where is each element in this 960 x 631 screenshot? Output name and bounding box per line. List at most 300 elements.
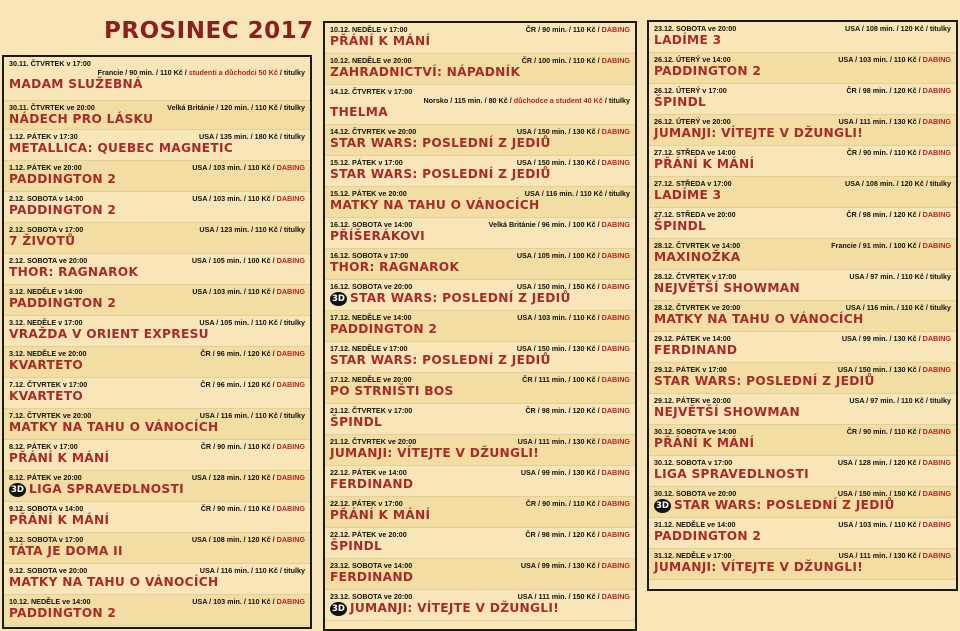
showtime-details: USA / 150 min. / 130 Kč /: [516, 127, 602, 136]
schedule-entry[interactable]: [4, 254, 310, 285]
schedule-entry[interactable]: [4, 471, 310, 502]
movie-title-text: MATKY NA TAHU O VÁNOCÍCH: [9, 420, 219, 434]
schedule-entry[interactable]: [649, 270, 956, 301]
dabing-label: DABING: [601, 56, 630, 65]
showtime-info: [192, 473, 305, 482]
schedule-entry[interactable]: [649, 208, 956, 239]
movie-title: [9, 112, 305, 126]
movie-title: [330, 260, 630, 274]
showtime-info: [201, 442, 305, 451]
showtime-line: [330, 54, 630, 65]
showtime-details: ČR / 100 min. / 110 Kč /: [521, 56, 602, 65]
schedule-entry[interactable]: [649, 394, 956, 425]
showtime-date: 8.12. PÁTEK ve 20:00: [9, 473, 82, 482]
movie-title: [9, 575, 305, 589]
showtime-details: Norsko / 115 min. / 80 Kč /: [423, 96, 514, 105]
schedule-entry[interactable]: [4, 347, 310, 378]
schedule-entry[interactable]: [325, 311, 635, 342]
movie-title-text: PŘÁNÍ K MÁNÍ: [330, 508, 431, 522]
movie-title-text: MATKY NA TAHU O VÁNOCÍCH: [9, 575, 219, 589]
3d-badge-icon: 3D: [654, 499, 671, 513]
showtime-date: 9.12. SOBOTA v 14:00: [9, 504, 84, 513]
showtime-details: USA / 116 min. / 110 Kč / titulky: [845, 303, 951, 312]
showtime-line: [654, 456, 951, 467]
schedule-entry[interactable]: [325, 373, 635, 404]
showtime-line: [654, 549, 951, 560]
showtime-details-tail: / titulky: [277, 68, 305, 77]
showtime-date: 22.12. PÁTEK v 17:00: [330, 499, 403, 508]
showtime-date: 30.11. ČTVRTEK ve 20:00: [9, 103, 95, 112]
movie-title-text: VRAŽDA V ORIENT EXPRESU: [9, 327, 209, 341]
schedule-entry[interactable]: [649, 456, 956, 487]
showtime-info: [849, 272, 951, 281]
movie-title: [330, 65, 630, 79]
showtime-info: [517, 158, 630, 167]
showtime-info: [838, 520, 951, 529]
showtime-date: 27.12. STŘEDA ve 20:00: [654, 210, 736, 219]
showtime-info: [849, 396, 951, 405]
schedule-entry[interactable]: [325, 54, 635, 85]
showtime-line: [330, 435, 630, 446]
movie-title-text: MAXINOŽKA: [654, 250, 741, 264]
showtime-line: [654, 487, 951, 498]
showtime-info: [838, 365, 951, 374]
showtime-details: USA / 103 min. / 110 Kč /: [192, 597, 277, 606]
movie-title-text: PADDINGTON 2: [9, 203, 117, 217]
movie-title-text: ŠPINDL: [654, 95, 707, 109]
schedule-entry[interactable]: [4, 378, 310, 409]
showtime-info: [847, 427, 951, 436]
showtime-info: [200, 411, 305, 420]
showtime-info: [517, 127, 630, 136]
showtime-line: [9, 130, 305, 141]
showtime-details: ČR / 90 min. / 110 Kč /: [525, 499, 602, 508]
movie-title-text: STAR WARS: POSLEDNÍ Z JEDIŮ: [654, 374, 875, 388]
showtime-details: USA / 150 min. / 130 Kč /: [837, 365, 923, 374]
showtime-details: USA / 103 min. / 110 Kč /: [517, 313, 602, 322]
movie-title: [9, 451, 305, 465]
schedule-entry[interactable]: [325, 218, 635, 249]
schedule-entry[interactable]: [325, 125, 635, 156]
movie-title: [9, 420, 305, 434]
movie-title: [330, 34, 630, 48]
showtime-details: USA / 103 min. / 110 Kč /: [192, 287, 277, 296]
showtime-date: 8.12. PÁTEK v 17:00: [9, 442, 78, 451]
showtime-info: [167, 103, 305, 112]
movie-title: [9, 234, 305, 248]
showtime-date: 21.12. ČTVRTEK v 17:00: [330, 406, 413, 415]
schedule-entry[interactable]: [4, 316, 310, 347]
showtime-line: [654, 301, 951, 312]
showtime-details: USA / 105 min. / 110 Kč / titulky: [199, 318, 305, 327]
dabing-label: DABING: [922, 241, 951, 250]
schedule-entry[interactable]: [325, 435, 635, 466]
dabing-label: DABING: [922, 458, 951, 467]
showtime-line: [330, 497, 630, 508]
showtime-date: 28.12. ČTVRTEK v 17:00: [654, 272, 737, 281]
dabing-label: DABING: [922, 551, 951, 560]
showtime-date: 27.12. STŘEDA ve 14:00: [654, 148, 736, 157]
movie-title: [654, 64, 951, 78]
schedule-entry[interactable]: [325, 528, 635, 559]
dabing-label: DABING: [601, 468, 630, 477]
schedule-entry[interactable]: [4, 161, 310, 192]
showtime-info: [199, 318, 305, 327]
schedule-entry[interactable]: [325, 187, 635, 218]
schedule-entry[interactable]: [325, 156, 635, 187]
showtime-info: [200, 349, 305, 358]
movie-title-text: STAR WARS: POSLEDNÍ Z JEDIŮ: [330, 167, 551, 181]
schedule-entry[interactable]: [325, 497, 635, 528]
dabing-label: DABING: [276, 504, 305, 513]
dabing-label: DABING: [601, 406, 630, 415]
showtime-date: 27.12. STŘEDA v 17:00: [654, 179, 732, 188]
movie-title-text: NEJVĚTŠÍ SHOWMAN: [654, 281, 801, 295]
showtime-date: 15.12. PÁTEK ve 20:00: [330, 189, 407, 198]
showtime-line: [330, 280, 630, 291]
3d-badge-icon: 3D: [330, 602, 347, 616]
movie-title-text: KVARTETO: [9, 389, 84, 403]
showtime-info: [192, 535, 305, 544]
showtime-info: [517, 282, 630, 291]
schedule-entry[interactable]: [4, 101, 310, 130]
dabing-label: DABING: [922, 148, 951, 157]
schedule-entry[interactable]: [4, 595, 310, 626]
showtime-date: 31.12. NEDĚLE v 17:00: [654, 551, 732, 560]
schedule-entry[interactable]: [649, 487, 956, 518]
movie-title-text: PADDINGTON 2: [9, 296, 117, 310]
movie-title-text: MATKY NA TAHU O VÁNOCÍCH: [654, 312, 864, 326]
movie-title: [654, 250, 951, 264]
schedule-entry[interactable]: [4, 440, 310, 471]
movie-title-text: PO STRNIŠTI BOS: [330, 384, 454, 398]
schedule-entry[interactable]: [649, 115, 956, 146]
showtime-date: 23.12. SOBOTA ve 20:00: [654, 24, 737, 33]
showtime-date: 1.12. PÁTEK ve 20:00: [9, 163, 82, 172]
schedule-entry[interactable]: [325, 85, 635, 125]
showtime-info: [192, 194, 305, 203]
showtime-line: [9, 223, 305, 234]
showtime-date: 16.12. SOBOTA ve 20:00: [330, 282, 413, 291]
movie-title-text: FERDINAND: [654, 343, 738, 357]
schedule-entry[interactable]: [325, 280, 635, 311]
movie-title: [330, 291, 630, 306]
movie-title: [9, 327, 305, 341]
showtime-date: 7.12. ČTVRTEK ve 20:00: [9, 411, 92, 420]
showtime-line: [330, 249, 630, 260]
showtime-line: [330, 23, 630, 34]
showtime-details: Francie / 90 min. / 110 Kč /: [97, 68, 189, 77]
showtime-info: [199, 132, 305, 141]
dabing-label: DABING: [922, 365, 951, 374]
showtime-details: ČR / 98 min. / 120 Kč /: [846, 86, 923, 95]
schedule-entry[interactable]: [649, 177, 956, 208]
showtime-info: [839, 117, 951, 126]
movie-title-text: ŠPINDL: [654, 219, 707, 233]
dabing-label: DABING: [601, 561, 630, 570]
showtime-details: ČR / 98 min. / 120 Kč /: [525, 406, 602, 415]
schedule-entry[interactable]: [4, 192, 310, 223]
showtime-info: [526, 499, 630, 508]
showtime-date: 15.12. PÁTEK v 17:00: [330, 158, 403, 167]
showtime-line: [9, 161, 305, 172]
schedule-entry[interactable]: [4, 285, 310, 316]
showtime-line: [330, 156, 630, 167]
showtime-details: ČR / 98 min. / 120 Kč /: [525, 530, 602, 539]
movie-title: [330, 570, 630, 584]
showtime-details: USA / 111 min. / 150 Kč /: [517, 592, 602, 601]
movie-title: [330, 446, 630, 460]
dabing-label: DABING: [601, 25, 630, 34]
showtime-details: USA / 150 min. / 130 Kč /: [516, 344, 602, 353]
showtime-info: [192, 287, 305, 296]
movie-title: [330, 198, 630, 212]
showtime-line: [330, 311, 630, 322]
dabing-label: DABING: [601, 313, 630, 322]
showtime-info: [522, 375, 630, 384]
showtime-date: 10.12. NEDĚLE ve 20:00: [330, 56, 412, 65]
movie-title-text: JUMANJI: VÍTEJTE V DŽUNGLI!: [654, 126, 864, 140]
showtime-line: [654, 363, 951, 374]
showtime-details: USA / 150 min. / 150 Kč /: [837, 489, 923, 498]
showtime-date: 1.12. PÁTEK v 17:30: [9, 132, 78, 141]
showtime-date: 16.12. SOBOTA ve 14:00: [330, 220, 413, 229]
movie-title-text: ŠPINDL: [330, 539, 383, 553]
dabing-label: DABING: [276, 349, 305, 358]
showtime-details: USA / 103 min. / 110 Kč /: [838, 55, 923, 64]
showtime-details: USA / 128 min. / 120 Kč /: [191, 473, 277, 482]
showtime-line: [330, 187, 630, 198]
movie-title-text: METALLICA: QUEBEC MAGNETIC: [9, 141, 234, 155]
dabing-label: DABING: [601, 251, 630, 260]
3d-badge-icon: 3D: [9, 483, 26, 497]
showtime-line: [9, 595, 305, 606]
movie-title-text: TÁTA JE DOMA II: [9, 544, 123, 558]
showtime-line: [9, 57, 305, 68]
movie-title-text: MADAM SLUŽEBNÁ: [9, 77, 143, 91]
movie-title-text: THOR: RAGNAROK: [330, 260, 460, 274]
dabing-label: DABING: [276, 442, 305, 451]
movie-title-text: MATKY NA TAHU O VÁNOCÍCH: [330, 198, 540, 212]
showtime-line: [654, 22, 951, 33]
showtime-details: USA / 99 min. / 130 Kč /: [520, 561, 602, 570]
movie-title-text: STAR WARS: POSLEDNÍ Z JEDIŮ: [350, 291, 571, 305]
showtime-line: [330, 218, 630, 229]
dabing-label: DABING: [276, 163, 305, 172]
showtime-details: ČR / 111 min. / 100 Kč /: [522, 375, 602, 384]
showtime-date: 30.12. SOBOTA ve 20:00: [654, 489, 737, 498]
movie-title-text: FERDINAND: [330, 477, 414, 491]
showtime-date: 10.12. NEDĚLE v 17:00: [330, 25, 408, 34]
schedule-entry[interactable]: [325, 590, 635, 621]
schedule-entry[interactable]: [325, 466, 635, 497]
showtime-details: ČR / 98 min. / 120 Kč /: [846, 210, 923, 219]
showtime-date: 29.12. PÁTEK ve 20:00: [654, 396, 731, 405]
showtime-date: 2.12. SOBOTA v 14:00: [9, 194, 84, 203]
showtime-info: [192, 163, 305, 172]
showtime-date: 29.12. PÁTEK v 17:00: [654, 365, 727, 374]
dabing-label: DABING: [922, 427, 951, 436]
schedule-column-1: [2, 55, 312, 629]
showtime-line: [9, 192, 305, 203]
showtime-line: [330, 528, 630, 539]
movie-title: [654, 126, 951, 140]
dabing-label: DABING: [276, 256, 305, 265]
dabing-label: DABING: [276, 473, 305, 482]
showtime-info: [489, 220, 630, 229]
showtime-details: USA / 99 min. / 130 Kč /: [841, 334, 923, 343]
movie-title-text: PŘÁNÍ K MÁNÍ: [9, 513, 110, 527]
movie-title-text: LADÍME 3: [654, 33, 722, 47]
movie-title: [654, 219, 951, 233]
movie-title-text: PADDINGTON 2: [654, 64, 762, 78]
schedule-entry[interactable]: [4, 409, 310, 440]
movie-title: [654, 188, 951, 202]
movie-title-text: NÁDECH PRO LÁSKU: [9, 112, 154, 126]
showtime-line: [9, 254, 305, 265]
page-title: PROSINEC 2017: [104, 18, 314, 44]
movie-title: [654, 560, 951, 574]
schedule-entry[interactable]: [649, 84, 956, 115]
showtime-details: Velká Británie / 120 min. / 110 Kč / titulky: [167, 103, 305, 112]
showtime-line: [654, 146, 951, 157]
showtime-line: [9, 564, 305, 575]
schedule-entry[interactable]: [325, 23, 635, 54]
showtime-date: 26.12. ÚTERÝ v 17:00: [654, 86, 727, 95]
schedule-entry[interactable]: [649, 239, 956, 270]
showtime-date: 2.12. SOBOTA ve 20:00: [9, 256, 88, 265]
showtime-details-tail: / titulky: [602, 96, 630, 105]
dabing-label: DABING: [601, 158, 630, 167]
showtime-details: USA / 108 min. / 120 Kč / titulky: [845, 179, 951, 188]
movie-title-text: PADDINGTON 2: [9, 172, 117, 186]
showtime-info: [526, 25, 630, 34]
movie-title-text: PŘÁNÍ K MÁNÍ: [330, 34, 431, 48]
schedule-entry[interactable]: [325, 559, 635, 590]
movie-title-text: PŘÁNÍ K MÁNÍ: [654, 436, 755, 450]
dabing-label: DABING: [922, 489, 951, 498]
movie-title: [654, 529, 951, 543]
discount-note: studenti a důchodci 50 Kč: [188, 68, 278, 77]
showtime-date: 26.12. ÚTERÝ ve 20:00: [654, 117, 731, 126]
movie-title-text: STAR WARS: POSLEDNÍ Z JEDIŮ: [674, 498, 895, 512]
movie-title-text: PŘÍŠERÁKOVI: [330, 229, 425, 243]
showtime-date: 7.12. ČTVRTEK v 17:00: [9, 380, 88, 389]
movie-title: [330, 601, 630, 616]
showtime-line: [9, 471, 305, 482]
schedule-entry[interactable]: [649, 363, 956, 394]
showtime-details: USA / 99 min. / 130 Kč /: [520, 468, 602, 477]
schedule-entry[interactable]: [4, 502, 310, 533]
schedule-entry[interactable]: [649, 549, 956, 580]
schedule-entry[interactable]: [649, 332, 956, 363]
showtime-date: 28.12. ČTVRTEK ve 14:00: [654, 241, 741, 250]
3d-badge-icon: 3D: [330, 292, 347, 306]
movie-title: [330, 322, 630, 336]
schedule-entry[interactable]: [649, 53, 956, 84]
schedule-entry[interactable]: [4, 223, 310, 254]
dabing-label: DABING: [922, 210, 951, 219]
showtime-line: [654, 270, 951, 281]
dabing-label: DABING: [601, 127, 630, 136]
showtime-details: ČR / 90 min. / 110 Kč /: [525, 25, 602, 34]
movie-title: [654, 467, 951, 481]
showtime-line: [654, 115, 951, 126]
showtime-info: [838, 458, 951, 467]
showtime-details: USA / 150 min. / 130 Kč /: [516, 158, 602, 167]
showtime-details: USA / 108 min. / 120 Kč / titulky: [845, 24, 951, 33]
showtime-info: [525, 530, 630, 539]
showtime-date: 10.12. NEDĚLE ve 14:00: [9, 597, 91, 606]
movie-title-text: LIGA SPRAVEDLNOSTI: [29, 482, 184, 496]
movie-title: [9, 203, 305, 217]
schedule-entry[interactable]: [4, 564, 310, 595]
dabing-label: DABING: [276, 535, 305, 544]
schedule-entry[interactable]: [649, 146, 956, 177]
schedule-entry[interactable]: [4, 130, 310, 161]
movie-title: [9, 265, 305, 279]
movie-title-text: JUMANJI: VÍTEJTE V DŽUNGLI!: [350, 601, 560, 615]
movie-title-text: ŠPINDL: [330, 415, 383, 429]
showtime-info: [845, 24, 951, 33]
showtime-details: ČR / 90 min. / 110 Kč /: [846, 427, 923, 436]
showtime-date: 31.12. NEDĚLE ve 14:00: [654, 520, 736, 529]
movie-title-text: PŘÁNÍ K MÁNÍ: [654, 157, 755, 171]
schedule-entry[interactable]: [649, 22, 956, 53]
showtime-line: [9, 347, 305, 358]
schedule-column-2: [323, 21, 637, 631]
schedule-entry[interactable]: [325, 249, 635, 280]
showtime-date: 14.12. ČTVRTEK ve 20:00: [330, 127, 417, 136]
showtime-date: 29.12. PÁTEK ve 14:00: [654, 334, 731, 343]
dabing-label: DABING: [922, 117, 951, 126]
showtime-date: 28.12. ČTVRTEK ve 20:00: [654, 303, 741, 312]
showtime-details: ČR / 96 min. / 120 Kč /: [200, 349, 277, 358]
showtime-info: [846, 86, 951, 95]
showtime-date: 16.12. SOBOTA v 17:00: [330, 251, 409, 260]
schedule-entry[interactable]: [4, 533, 310, 564]
showtime-line: [330, 342, 630, 353]
schedule-entry[interactable]: [4, 57, 310, 101]
showtime-info: [200, 566, 305, 575]
schedule-entry[interactable]: [325, 404, 635, 435]
dabing-label: DABING: [276, 194, 305, 203]
movie-title: [330, 229, 630, 243]
movie-title-text: NEJVĚTŠÍ SHOWMAN: [654, 405, 801, 419]
movie-title: [9, 544, 305, 558]
showtime-line: [330, 559, 630, 570]
schedule-entry[interactable]: [325, 342, 635, 373]
showtime-line: [654, 425, 951, 436]
showtime-date: 21.12. ČTVRTEK ve 20:00: [330, 437, 417, 446]
movie-title: [654, 95, 951, 109]
movie-title: [9, 172, 305, 186]
showtime-info: [521, 561, 630, 570]
movie-title: [9, 513, 305, 527]
movie-title: [654, 343, 951, 357]
schedule-entry[interactable]: [649, 518, 956, 549]
showtime-info: [201, 504, 305, 513]
dabing-label: DABING: [601, 344, 630, 353]
showtime-date: 17.12. NEDĚLE v 17:00: [330, 344, 408, 353]
dabing-label: DABING: [601, 220, 630, 229]
showtime-date: 23.12. SOBOTA ve 20:00: [330, 592, 413, 601]
dabing-label: DABING: [276, 380, 305, 389]
schedule-entry[interactable]: [649, 301, 956, 332]
schedule-entry[interactable]: [649, 425, 956, 456]
showtime-info: [517, 251, 630, 260]
showtime-info: [846, 303, 951, 312]
